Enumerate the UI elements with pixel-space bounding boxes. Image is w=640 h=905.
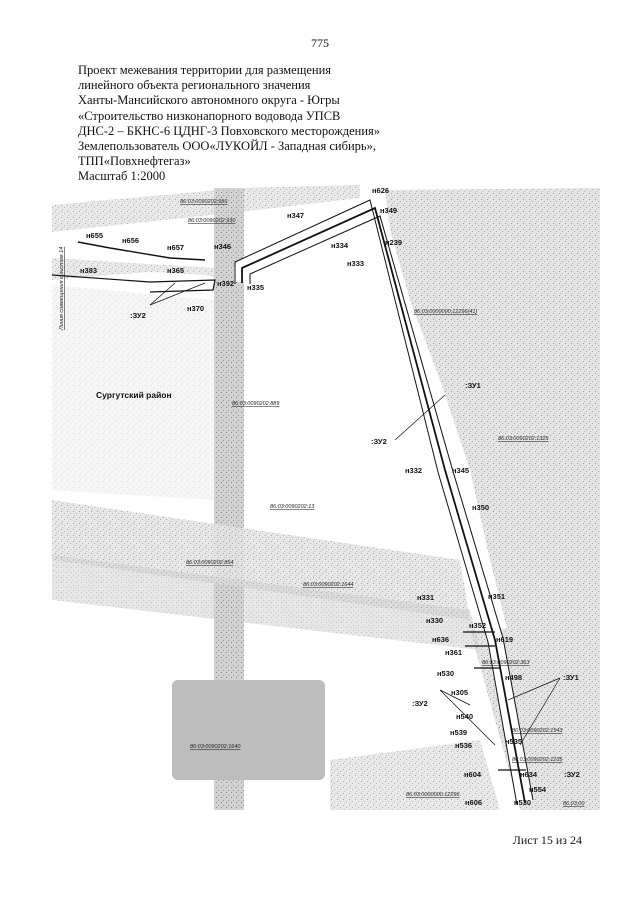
cadastral-number: 86:03:0090202:1640 [190, 744, 241, 750]
point-label: н335 [247, 283, 265, 292]
point-label: н530 [514, 798, 532, 807]
zone-label: :ЗУ2 [130, 311, 146, 320]
point-label: н634 [520, 770, 538, 779]
point-label: н349 [380, 206, 398, 215]
point-label: н657 [167, 243, 185, 252]
point-label: н370 [187, 304, 205, 313]
point-label: н332 [405, 466, 423, 475]
point-label: н655 [86, 231, 104, 240]
header-line: Землепользователь ООО«ЛУКОЙЛ - Западная сибирь», [78, 139, 376, 154]
cadastral-number: 86:03:0090202:13 [270, 504, 315, 510]
point-label: н345 [452, 466, 470, 475]
header-line: ТПП«Повхнефтегаз» [78, 154, 191, 169]
header-line: «Строительство низконапорного водовода УПСВ [78, 108, 341, 123]
point-label: н351 [488, 592, 506, 601]
header-line: Масштаб 1:2000 [78, 169, 166, 184]
point-label: н619 [496, 635, 514, 644]
point-label: н350 [472, 503, 490, 512]
point-label: н540 [456, 712, 474, 721]
point-label: н656 [122, 236, 140, 245]
point-label: н333 [347, 259, 365, 268]
header-line: ДНС-2 – БКНС-6 ЦДНГ-3 Повховского месторождения» [78, 123, 381, 138]
cadastral-number: 86:03:00 [563, 801, 585, 807]
header-line: Ханты-Мансийского автономного округа - Югры [78, 93, 340, 108]
zone-label: :ЗУ2 [412, 699, 428, 708]
cadastral-number: 86:03:0090202:1325 [498, 436, 549, 442]
point-label: н498 [505, 673, 523, 682]
zone-label: :ЗУ1 [563, 673, 579, 682]
district-label: Сургутский район [96, 390, 172, 400]
point-label: н239 [385, 238, 403, 247]
zone-label: :ЗУ2 [564, 770, 580, 779]
point-label: н604 [464, 770, 482, 779]
zone-label: :ЗУ1 [465, 381, 481, 390]
cadastral-number: 86:03:0090202:854 [186, 560, 234, 566]
cadastral-number: 86:03:0000000:12296(41) [414, 309, 478, 315]
point-label: н554 [529, 785, 547, 794]
point-label: н347 [287, 211, 305, 220]
header-line: линейного объекта регионального значения [78, 78, 311, 93]
point-label: н383 [80, 266, 98, 275]
point-label: н536 [455, 741, 473, 750]
parcel-top-strip [52, 185, 360, 232]
point-label: н346 [214, 242, 232, 251]
cadastral-number: 86:03:0000000:12296 [406, 792, 460, 798]
parcel-boundary [78, 242, 205, 260]
cadastral-number: 86:03:0090202:363 [482, 660, 530, 666]
building-block [172, 680, 325, 780]
cadastral-number: 86:03:0090202:889 [232, 401, 280, 407]
point-label: н530 [437, 669, 455, 678]
sheet-footer: Лист 15 из 24 [512, 833, 582, 847]
point-label: н636 [432, 635, 450, 644]
page-number: 775 [311, 36, 329, 50]
cadastral-number: 86:03:0090202:1543 [512, 728, 563, 734]
point-label: н330 [426, 616, 444, 625]
point-label: н539 [450, 728, 468, 737]
point-label: н626 [372, 186, 390, 195]
zone-label: :ЗУ2 [371, 437, 387, 446]
cadastral-number: 86:03:0090202:1644 [303, 582, 354, 588]
point-label: н305 [451, 688, 469, 697]
point-label: н352 [469, 621, 487, 630]
point-label: н331 [417, 593, 435, 602]
header-line: Проект межевания территории для размещения [78, 63, 332, 77]
cadastral-number: 86:03:0090202:930 [188, 218, 236, 224]
point-label: н365 [167, 266, 185, 275]
point-label: н392 [217, 279, 235, 288]
point-label: н334 [331, 241, 349, 250]
side-note: Линия совмещения с листом 14 [59, 246, 65, 330]
point-label: н606 [465, 798, 483, 807]
point-label: н535 [505, 737, 523, 746]
cadastral-number: 86:03:0090202:956 [180, 199, 228, 205]
point-label: н361 [445, 648, 463, 657]
cadastral-number: 86:03:0090202:1235 [512, 757, 563, 763]
